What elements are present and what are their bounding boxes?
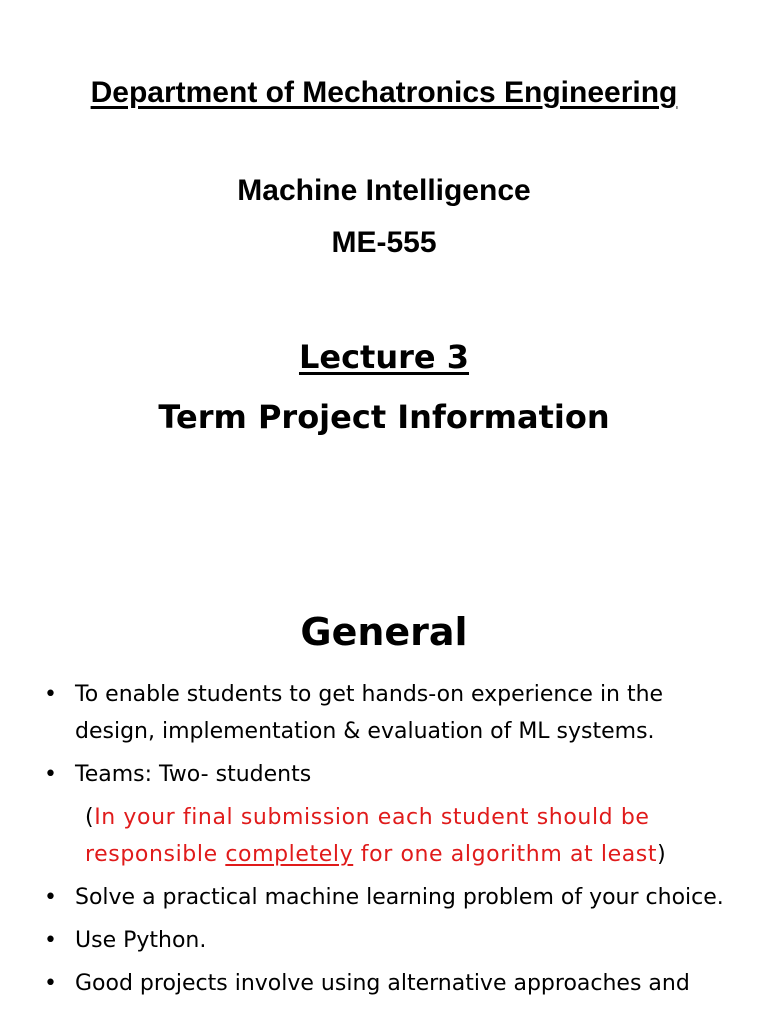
bullet-item-teams (0, 756, 768, 793)
lecture-subtitle: Term Project Information (158, 398, 610, 436)
note-open-paren: ( (85, 805, 95, 830)
bullet-dot-icon: • (44, 682, 57, 707)
bullet-text: Good projects involve using alternative approaches and (75, 971, 690, 996)
section-heading: General (300, 610, 468, 654)
bullet-dot-icon: • (44, 762, 57, 787)
note-line-2-end: for one algorithm at least (353, 842, 658, 867)
bullet-text: Solve a practical machine learning problem of your choice. (75, 885, 724, 910)
bullet-dot-icon: • (44, 885, 57, 910)
bullet-dot-icon: • (44, 928, 57, 953)
bullet-item-python (0, 922, 768, 959)
bullet-item-approaches (0, 965, 768, 1002)
bullet-text: Teams: Two- students (75, 762, 312, 787)
department-title: Department of Mechatronics Engineering (90, 76, 678, 109)
course-name: Machine Intelligence (237, 174, 531, 207)
bullet-item-problem (0, 879, 768, 916)
bullet-text: To enable students to get hands-on experience in the design, implementation & evaluation of ML systems. (75, 682, 664, 744)
note-line-2-start: responsible (85, 842, 226, 867)
note-emphasis: completely (225, 842, 354, 867)
bullet-text: Use Python. (75, 928, 207, 953)
note-close-paren: ) (657, 842, 667, 867)
submission-note (0, 799, 768, 873)
course-code: ME-555 (331, 226, 437, 259)
bullet-item-purpose (0, 676, 768, 750)
lecture-number: Lecture 3 (298, 338, 470, 376)
general-slide (0, 560, 768, 1024)
bullet-dot-icon: • (44, 971, 57, 996)
bullet-list (0, 676, 768, 1008)
note-line-1: In your final submission each student should be (94, 805, 650, 830)
